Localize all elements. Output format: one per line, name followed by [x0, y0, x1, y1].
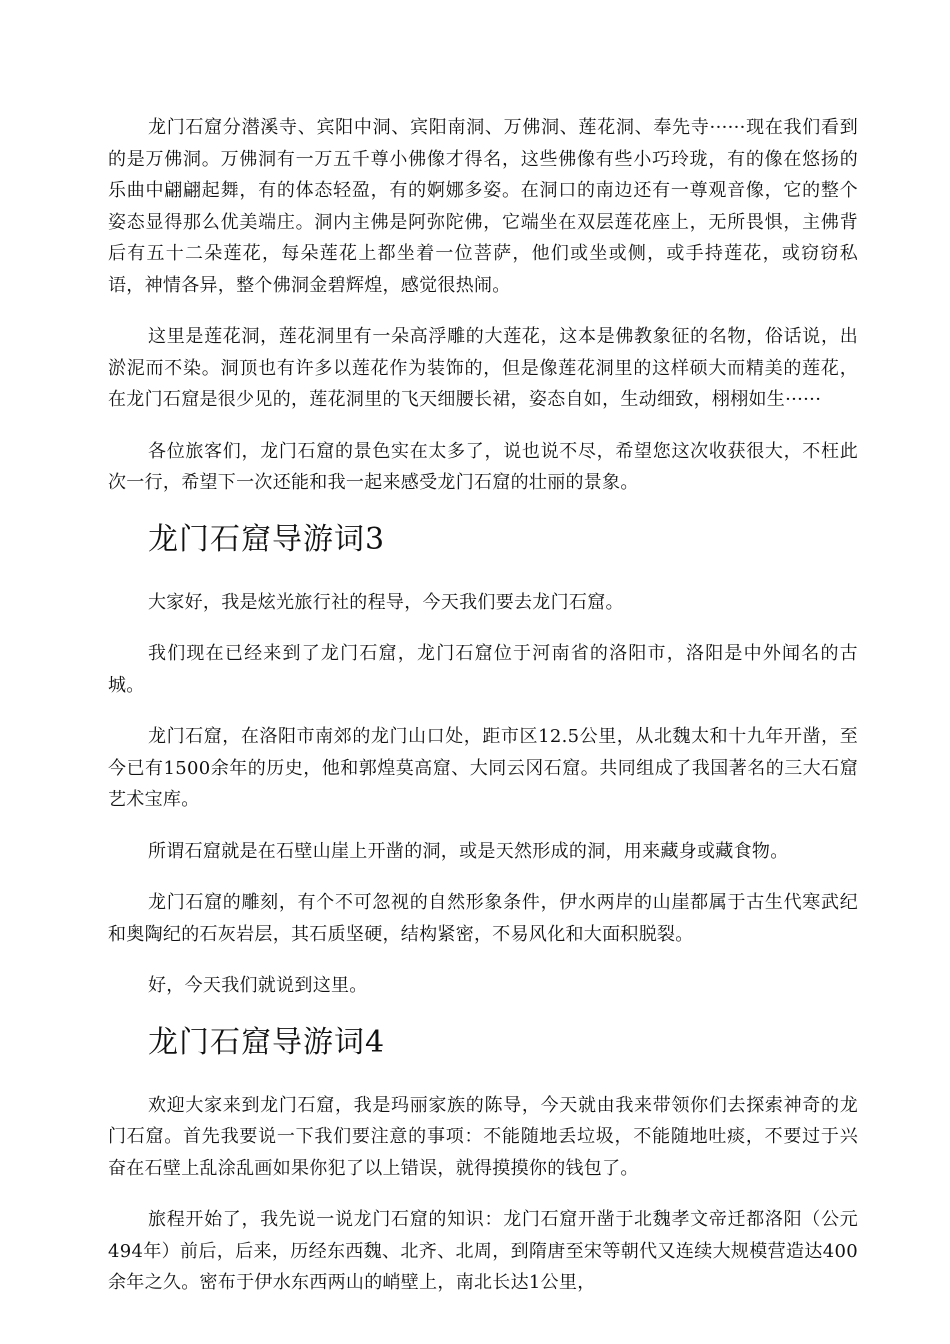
- paragraph: 所谓石窟就是在石壁山崖上开凿的洞，或是天然形成的洞，用来藏身或藏食物。: [148, 840, 789, 862]
- paragraph: 大家好，我是炫光旅行社的程导，今天我们要去龙门石窟。: [148, 591, 624, 613]
- paragraph: 龙门石窟，在洛阳市南郊的龙门山口处，距市区12.5公里，从北魏太和十九年开凿，至今已有1500余年的历史，他和郭煌莫高窟、大同云冈石窟。共同组成了我国著名的三大石窟艺术宝库。: [108, 726, 858, 810]
- section-heading: 龙门石窟导游词3: [148, 521, 386, 557]
- paragraph: 这里是莲花洞，莲花洞里有一朵高浮雕的大莲花，这本是佛教象征的名物，俗话说，出淤泥而不染。洞顶也有许多以莲花作为装饰的，但是像莲花洞里的这样硕大而精美的莲花，在龙门石窟是很少见的，莲花洞里的飞天细腰长裙，姿态自如，生动细致，栩栩如生······: [108, 326, 858, 410]
- document-page: [108, 112, 858, 1319]
- paragraph: 欢迎大家来到龙门石窟，我是玛丽家族的陈导，今天就由我来带领你们去探索神奇的龙门石窟。首先我要说一下我们要注意的事项：不能随地丢垃圾，不能随地吐痰，不要过于兴奋在石壁上乱涂乱画如果你犯了以上错误，就得摸摸你的钱包了。: [108, 1094, 858, 1179]
- paragraph: 各位旅客们，龙门石窟的景色实在太多了，说也说不尽，希望您这次收获很大，不枉此次一行，希望下一次还能和我一起来感受龙门石窟的壮丽的景象。: [108, 440, 858, 493]
- paragraph: 我们现在已经来到了龙门石窟，龙门石窟位于河南省的洛阳市，洛阳是中外闻名的古城。: [108, 643, 858, 696]
- paragraph: 龙门石窟分潜溪寺、宾阳中洞、宾阳南洞、万佛洞、莲花洞、奉先寺······现在我们看到的是万佛洞。万佛洞有一万五千尊小佛像才得名，这些佛像有些小巧玲珑，有的像在悠扬的乐曲中翩翩起舞，有的体态轻盈，有的婀娜多姿。在洞口的南边还有一尊观音像，它的整个姿态显得那么优美端庄。洞内主佛是阿弥陀佛，它端坐在双层莲花座上，无所畏惧，主佛背后有五十二朵莲花，每朵莲花上都坐着一位菩萨，他们或坐或侧，或手持莲花，或窃窃私语，神情各异，整个佛洞金碧辉煌，感觉很热闹。: [108, 117, 858, 296]
- section-heading: 龙门石窟导游词4: [148, 1024, 386, 1060]
- paragraph: 龙门石窟的雕刻，有个不可忽视的自然形象条件，伊水两岸的山崖都属于古生代寒武纪和奥陶纪的石灰岩层，其石质坚硬，结构紧密，不易风化和大面积脱裂。: [108, 892, 858, 945]
- paragraph: 好，今天我们就说到这里。: [148, 975, 368, 996]
- paragraph: 旅程开始了，我先说一说龙门石窟的知识：龙门石窟开凿于北魏孝文帝迁都洛阳（公元494年）前后，后来，历经东西魏、北齐、北周，到隋唐至宋等朝代又连续大规模营造达400余年之久。密布于伊水东西两山的峭壁上，南北长达1公里，: [108, 1209, 858, 1293]
